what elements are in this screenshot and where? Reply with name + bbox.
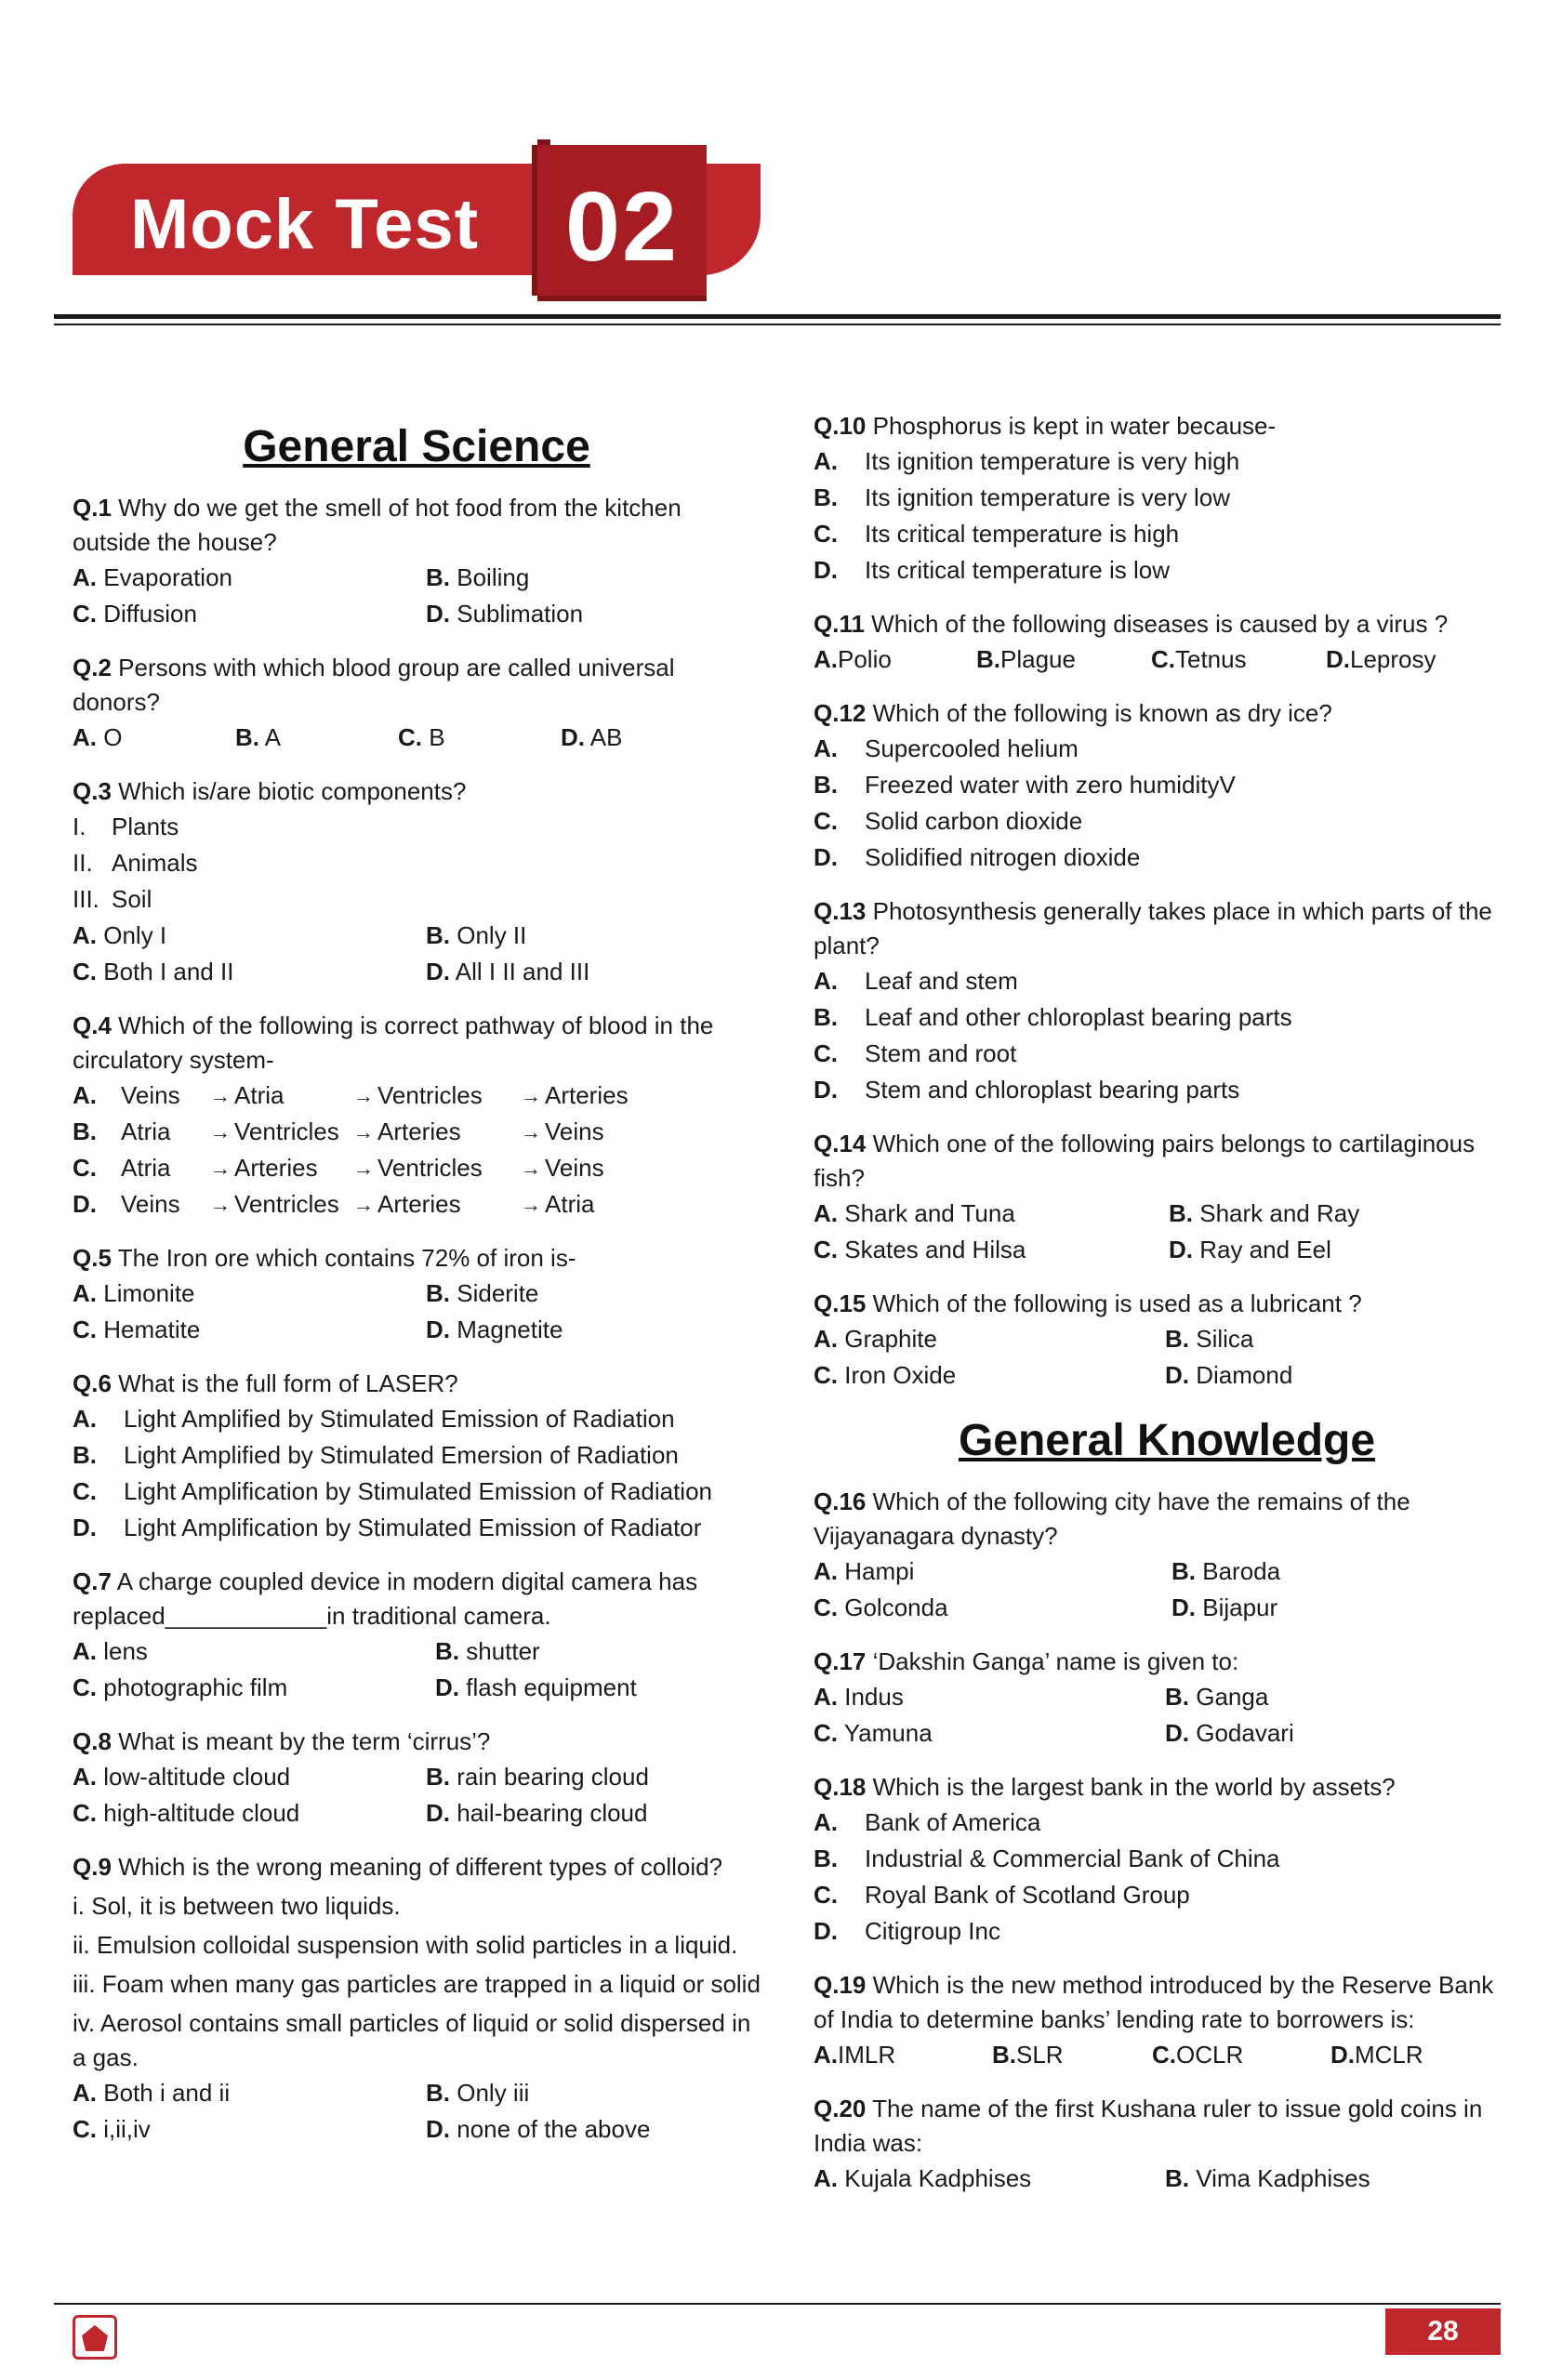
option-c[interactable]: C. B — [398, 723, 445, 751]
option-d[interactable]: D. Bijapur — [1172, 1593, 1278, 1621]
option-d[interactable]: D. Veins → Ventricles → Arteries → Atria — [73, 1190, 595, 1218]
options — [814, 731, 1520, 876]
question-15 — [814, 1287, 1520, 1394]
question-text: Which of the following is correct pathway of blood in the circulatory system- — [73, 1012, 714, 1074]
option-b[interactable]: B. Ganga — [1165, 1683, 1269, 1711]
header-rule-thin — [54, 324, 1501, 325]
option-d[interactable]: D. Solidified nitrogen dioxide — [814, 843, 1141, 871]
option-a[interactable]: A. Only I — [73, 921, 167, 949]
option-a[interactable]: A. Light Amplified by Stimulated Emission of Radiation — [73, 1405, 675, 1433]
option-a[interactable]: A. Evaporation — [73, 563, 232, 591]
question-text: Photosynthesis generally takes place in which parts of the plant? — [814, 897, 1492, 959]
option-b[interactable]: B. Siderite — [426, 1279, 539, 1307]
options — [814, 1196, 1520, 1268]
option-b[interactable]: B. Baroda — [1172, 1557, 1281, 1585]
question-text: Which of the following is known as dry ice? — [872, 699, 1332, 727]
question-14 — [814, 1127, 1520, 1268]
question-5 — [73, 1241, 761, 1348]
question-7 — [73, 1565, 761, 1706]
question-19 — [814, 1968, 1520, 2073]
option-d[interactable]: D. Godavari — [1165, 1719, 1294, 1747]
options — [814, 1679, 1520, 1752]
question-text: Which is the new method introduced by the Reserve Bank of India to determine banks’ lending rate to borrowers is: — [814, 1971, 1494, 2033]
question-number: Q.6 — [73, 1369, 112, 1397]
statement-i: i. Sol, it is between two liquids. — [73, 1892, 401, 1920]
option-a[interactable]: A. Leaf and stem — [814, 967, 1018, 995]
options — [73, 1759, 761, 1831]
option-c[interactable]: C. Stem and root — [814, 1039, 1017, 1067]
question-6 — [73, 1367, 761, 1546]
option-b[interactable]: B. Vima Kadphises — [1165, 2164, 1370, 2192]
question-number: Q.20 — [814, 2095, 867, 2122]
option-b[interactable]: B.SLR — [992, 2041, 1064, 2069]
question-text: Which is the wrong meaning of different types of colloid? — [118, 1853, 723, 1881]
option-a[interactable]: A. Hampi — [814, 1557, 915, 1585]
mock-test-banner — [73, 139, 761, 298]
option-b[interactable]: B. Leaf and other chloroplast bearing parts — [814, 1003, 1292, 1031]
blank: ____________ — [165, 1602, 327, 1630]
banner-number-box — [537, 145, 707, 296]
right-column — [814, 409, 1520, 2215]
question-number: Q.4 — [73, 1012, 112, 1039]
option-b[interactable]: B. Silica — [1165, 1325, 1254, 1353]
options — [73, 1276, 761, 1348]
statement-ii: ii. Emulsion colloidal suspension with solid particles in a liquid. — [73, 1931, 738, 1959]
option-a[interactable]: A. Supercooled helium — [814, 734, 1079, 762]
question-number: Q.11 — [814, 610, 865, 638]
option-c[interactable]: C. Diffusion — [73, 600, 197, 628]
question-2 — [73, 651, 761, 756]
question-number: Q.12 — [814, 699, 867, 727]
options — [814, 1554, 1520, 1626]
options — [814, 963, 1520, 1108]
question-1 — [73, 491, 761, 632]
statement-iv: iv. Aerosol contains small particles of liquid or solid dispersed in a gas. — [73, 2009, 751, 2071]
question-17 — [814, 1645, 1520, 1752]
question-16 — [814, 1485, 1520, 1626]
option-d[interactable]: D. hail-bearing cloud — [426, 1799, 648, 1827]
section-title-gk: General Knowledge — [958, 1416, 1376, 1465]
statement-i: I. Plants — [73, 813, 179, 840]
option-d[interactable]: D. Magnetite — [426, 1316, 563, 1343]
options — [73, 1078, 761, 1223]
options — [73, 918, 761, 990]
question-text: Which of the following city have the remains of the Vijayanagara dynasty? — [814, 1488, 1410, 1550]
question-text: Which of the following is used as a lubricant ? — [872, 1289, 1362, 1317]
option-c[interactable]: C. Hematite — [73, 1316, 201, 1343]
options — [814, 2161, 1520, 2197]
question-12 — [814, 696, 1520, 876]
statements — [73, 1889, 761, 2075]
page-number: 28 — [1385, 2308, 1501, 2355]
option-d[interactable]: D. Citigroup Inc — [814, 1917, 1000, 1945]
question-number: Q.15 — [814, 1289, 867, 1317]
option-d[interactable]: D. Ray and Eel — [1169, 1236, 1331, 1263]
question-number: Q.9 — [73, 1853, 112, 1881]
option-c[interactable]: C. Royal Bank of Scotland Group — [814, 1881, 1190, 1909]
option-a[interactable]: A.IMLR — [814, 2041, 896, 2069]
banner-number: 02 — [565, 172, 679, 282]
option-c[interactable]: C. Atria → Arteries → Ventricles → Veins — [73, 1154, 604, 1182]
question-20 — [814, 2092, 1520, 2197]
option-b[interactable]: B. Its ignition temperature is very low — [814, 483, 1231, 511]
option-c[interactable]: C. photographic film — [73, 1673, 288, 1701]
option-a[interactable]: A. Veins → Atria → Ventricles → Arteries — [73, 1081, 629, 1109]
question-number: Q.16 — [814, 1488, 867, 1515]
section-title-science: General Science — [243, 422, 590, 471]
question-text: The name of the first Kushana ruler to issue gold coins in India was: — [814, 2095, 1483, 2157]
statement-ii: II. Animals — [73, 849, 198, 877]
question-text: The Iron ore which contains 72% of iron is- — [117, 1244, 576, 1272]
options — [814, 2037, 1520, 2073]
question-number: Q.2 — [73, 654, 112, 681]
statement-iii: iii. Foam when many gas particles are trapped in a liquid or solid — [73, 1970, 761, 1998]
option-b[interactable]: B. Freezed water with zero humidityV — [814, 771, 1236, 799]
statements — [73, 809, 761, 918]
question-4 — [73, 1009, 761, 1223]
question-3 — [73, 774, 761, 990]
option-b[interactable]: B. Light Amplified by Stimulated Emersion of Radiation — [73, 1441, 679, 1469]
footer-rule — [54, 2303, 1501, 2305]
question-text: Which one of the following pairs belongs to cartilaginous fish? — [814, 1130, 1476, 1192]
question-number: Q.5 — [73, 1244, 112, 1272]
option-d[interactable]: D. Stem and chloroplast bearing parts — [814, 1076, 1240, 1104]
options — [814, 1805, 1520, 1950]
options — [73, 560, 761, 632]
option-c[interactable]: C. i,ii,iv — [73, 2115, 151, 2143]
option-a[interactable]: A. Limonite — [73, 1279, 195, 1307]
option-a[interactable]: A. Its ignition temperature is very high — [814, 447, 1240, 475]
option-c[interactable]: C. Skates and Hilsa — [814, 1236, 1026, 1263]
option-d[interactable]: D. All I II and III — [426, 958, 590, 985]
option-d[interactable]: D. Sublimation — [426, 600, 584, 628]
option-a[interactable]: A. Indus — [814, 1683, 904, 1711]
option-b[interactable]: B. Only iii — [426, 2079, 530, 2107]
option-c[interactable]: C. Its critical temperature is high — [814, 520, 1180, 548]
option-b[interactable]: B. Boiling — [426, 563, 530, 591]
header-rule-thick — [54, 314, 1501, 319]
options — [73, 720, 761, 756]
option-a[interactable]: A. Shark and Tuna — [814, 1199, 1015, 1227]
option-c[interactable]: C. high-altitude cloud — [73, 1799, 300, 1827]
question-18 — [814, 1770, 1520, 1950]
option-d[interactable]: D. Its critical temperature is low — [814, 556, 1170, 584]
options — [73, 1401, 761, 1546]
option-b[interactable]: B. shutter — [435, 1637, 540, 1665]
options — [814, 1321, 1520, 1394]
option-a[interactable]: A. low-altitude cloud — [73, 1763, 291, 1791]
question-number: Q.10 — [814, 412, 867, 440]
question-number: Q.13 — [814, 897, 867, 925]
options — [814, 641, 1520, 678]
question-text: Persons with which blood group are called universal donors? — [73, 654, 675, 716]
question-text: Which is/are biotic components? — [118, 777, 467, 805]
option-b[interactable]: B. Only II — [426, 921, 527, 949]
option-a[interactable]: A. Both i and ii — [73, 2079, 231, 2107]
option-c[interactable]: C. Yamuna — [814, 1719, 933, 1747]
question-text: Which is the largest bank in the world by assets? — [872, 1773, 1396, 1801]
option-d[interactable]: D. Diamond — [1165, 1361, 1293, 1389]
option-a[interactable]: A. Bank of America — [814, 1808, 1041, 1836]
question-13 — [814, 894, 1520, 1108]
question-number: Q.17 — [814, 1647, 867, 1675]
question-text-end: in traditional camera. — [326, 1602, 551, 1630]
option-c[interactable]: C.OCLR — [1152, 2041, 1244, 2069]
option-b[interactable]: B. A — [235, 723, 282, 751]
option-d[interactable]: D. flash equipment — [435, 1673, 637, 1701]
question-8 — [73, 1725, 761, 1831]
option-b[interactable]: B. rain bearing cloud — [426, 1763, 649, 1791]
option-c[interactable]: C. Light Amplification by Stimulated Emission of Radiation — [73, 1477, 712, 1505]
banner-title: Mock Test — [130, 185, 480, 264]
statement-iii: III. Soil — [73, 885, 152, 913]
question-text: Which of the following diseases is caused by a virus ? — [871, 610, 1449, 638]
question-number: Q.8 — [73, 1727, 112, 1755]
option-d[interactable]: D.Leprosy — [1326, 645, 1436, 673]
question-11 — [814, 607, 1520, 678]
left-column — [73, 409, 761, 2166]
option-a[interactable]: A. O — [73, 723, 123, 751]
question-text: A charge coupled device in modern digital camera has replaced — [73, 1567, 698, 1630]
option-d[interactable]: D. Light Amplification by Stimulated Emission of Radiator — [73, 1514, 702, 1541]
question-number: Q.19 — [814, 1971, 867, 1999]
question-text: What is meant by the term ‘cirrus’? — [118, 1727, 491, 1755]
options — [73, 1633, 761, 1706]
question-text: Why do we get the smell of hot food from the kitchen outside the house? — [73, 494, 682, 556]
options — [73, 2075, 761, 2148]
question-text: What is the full form of LASER? — [118, 1369, 458, 1397]
question-text: Phosphorus is kept in water because- — [872, 412, 1277, 440]
question-number: Q.18 — [814, 1773, 867, 1801]
option-b[interactable]: B.Plague — [976, 645, 1076, 673]
option-c[interactable]: C. Iron Oxide — [814, 1361, 957, 1389]
option-c[interactable]: C.Tetnus — [1151, 645, 1247, 673]
question-number: Q.1 — [73, 494, 112, 522]
options — [814, 443, 1520, 588]
option-a[interactable]: A. lens — [73, 1637, 148, 1665]
option-a[interactable]: A. Graphite — [814, 1325, 937, 1353]
question-number: Q.7 — [73, 1567, 112, 1595]
option-a[interactable]: A.Polio — [814, 645, 892, 673]
option-d[interactable]: D.MCLR — [1330, 2041, 1423, 2069]
publisher-logo-icon — [73, 2315, 117, 2360]
option-c[interactable]: C. Both I and II — [73, 958, 234, 985]
question-number: Q.14 — [814, 1130, 867, 1157]
option-a[interactable]: A. Kujala Kadphises — [814, 2164, 1032, 2192]
question-number: Q.3 — [73, 777, 112, 805]
option-c[interactable]: C. Solid carbon dioxide — [814, 807, 1083, 835]
question-text: ‘Dakshin Ganga’ name is given to: — [872, 1647, 1239, 1675]
option-b[interactable]: B. Shark and Ray — [1169, 1199, 1360, 1227]
question-9 — [73, 1850, 761, 2148]
option-c[interactable]: C. Golconda — [814, 1593, 948, 1621]
option-d[interactable]: D. none of the above — [426, 2115, 651, 2143]
logo-mark — [82, 2325, 108, 2351]
option-b[interactable]: B. Industrial & Commercial Bank of China — [814, 1844, 1280, 1872]
option-b[interactable]: B. Atria → Ventricles → Arteries → Veins — [73, 1117, 604, 1145]
question-10 — [814, 409, 1520, 588]
option-d[interactable]: D. AB — [561, 723, 623, 751]
